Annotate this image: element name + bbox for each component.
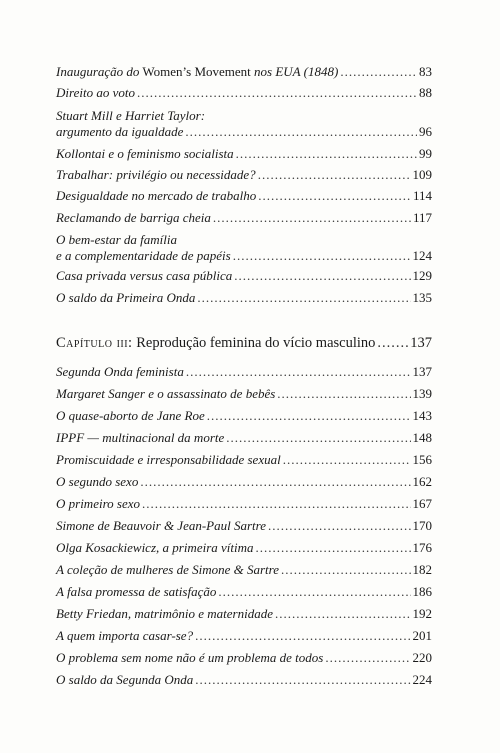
toc-entry[interactable] xyxy=(56,232,432,264)
toc-page-number: 114 xyxy=(412,188,432,203)
toc-page-number: 156 xyxy=(412,452,432,467)
toc-entry-title: O primeiro sexo xyxy=(56,496,141,511)
leader-dots xyxy=(213,210,411,226)
toc-entry[interactable] xyxy=(56,474,432,490)
leader-dots xyxy=(233,248,411,264)
toc-entry[interactable] xyxy=(56,268,432,284)
toc-page-number: 182 xyxy=(412,562,432,577)
leader-dots xyxy=(281,562,411,578)
toc-page-number: 220 xyxy=(412,650,432,665)
toc-entry-title-line1: O bem-estar da família xyxy=(56,232,177,247)
toc-entry[interactable] xyxy=(56,64,432,80)
toc-entry[interactable] xyxy=(56,386,432,402)
toc-page-number: 88 xyxy=(419,85,432,100)
toc-entry-title: O saldo da Segunda Onda xyxy=(56,672,194,687)
toc-entry-title: O segundo sexo xyxy=(56,474,139,489)
toc-page-number: 96 xyxy=(419,124,432,139)
toc-page-number: 139 xyxy=(412,386,432,401)
toc-entry-title: Olga Kosackiewicz, a primeira vítima xyxy=(56,540,254,555)
toc-entry[interactable] xyxy=(56,606,432,622)
toc-page-number: 83 xyxy=(419,64,432,79)
toc-page-number: 124 xyxy=(412,248,432,263)
toc-page-number: 99 xyxy=(419,146,432,161)
toc-entry[interactable] xyxy=(56,188,432,204)
leader-dots xyxy=(185,124,417,140)
toc-page-number: 176 xyxy=(412,540,432,555)
leader-dots xyxy=(325,650,410,666)
leader-dots xyxy=(283,452,411,468)
toc-entry[interactable] xyxy=(56,108,432,140)
leader-dots xyxy=(377,335,408,351)
toc-page-number: 117 xyxy=(412,210,432,225)
toc-page-number: 224 xyxy=(412,672,432,687)
leader-dots xyxy=(197,290,410,306)
chapter-title: Capítulo iii: Reprodução feminina do vício masculino xyxy=(56,335,376,351)
leader-dots xyxy=(186,364,411,380)
toc-entry[interactable] xyxy=(56,496,432,512)
leader-dots xyxy=(236,146,417,162)
leader-dots xyxy=(268,518,411,534)
toc-entry[interactable] xyxy=(56,452,432,468)
toc-entry-title: O problema sem nome não é um problema de todos xyxy=(56,650,324,665)
leader-dots xyxy=(142,496,410,512)
toc-page-number: 201 xyxy=(412,628,432,643)
toc-entry[interactable] xyxy=(56,364,432,380)
toc-entry[interactable] xyxy=(56,408,432,424)
chapter-heading[interactable] xyxy=(56,335,432,351)
toc-page-number: 109 xyxy=(412,167,432,182)
leader-dots xyxy=(207,408,411,424)
toc-entry-title: A quem importa casar-se? xyxy=(56,628,194,643)
toc-entry[interactable] xyxy=(56,672,432,688)
toc-entry-title: Simone de Beauvoir & Jean-Paul Sartre xyxy=(56,518,266,533)
toc-page-number: 148 xyxy=(412,430,432,445)
toc-entry[interactable] xyxy=(56,650,432,666)
toc-page-number: 186 xyxy=(412,584,432,599)
leader-dots xyxy=(277,386,410,402)
toc-entry-title: Inauguração do Women’s Movement nos EUA (1848) xyxy=(56,64,339,79)
toc-entry[interactable] xyxy=(56,146,432,162)
leader-dots xyxy=(234,268,410,284)
toc-entry[interactable] xyxy=(56,628,432,644)
leader-dots xyxy=(218,584,410,600)
toc-page-number: 167 xyxy=(412,496,432,511)
toc-entry-title: Desigualdade no mercado de trabalho xyxy=(56,188,257,203)
leader-dots xyxy=(140,474,410,490)
toc-entry[interactable] xyxy=(56,584,432,600)
toc-entry[interactable] xyxy=(56,290,432,306)
toc-entry-title: Betty Friedan, matrimônio e maternidade xyxy=(56,606,273,621)
toc-entry[interactable] xyxy=(56,210,432,226)
leader-dots xyxy=(340,64,417,80)
toc-entry[interactable] xyxy=(56,430,432,446)
toc-entry-title: Kollontai e o feminismo socialista xyxy=(56,146,234,161)
toc-entry-title: Promiscuidade e irresponsabilidade sexual xyxy=(56,452,281,467)
leader-dots xyxy=(258,167,411,183)
chapter-label: Capítulo iii: xyxy=(56,335,133,351)
toc-page-number: 143 xyxy=(412,408,432,423)
toc-entry-title: e a complementaridade de papéis xyxy=(56,248,231,263)
toc-entry-title: O saldo da Primeira Onda xyxy=(56,290,196,305)
toc-entry-title: Reclamando de barriga cheia xyxy=(56,210,211,225)
leader-dots xyxy=(275,606,411,622)
toc-entry-title: argumento da igualdade xyxy=(56,124,184,139)
toc-page-number: 129 xyxy=(412,268,432,283)
leader-dots xyxy=(195,628,410,644)
toc-entry[interactable] xyxy=(56,540,432,556)
toc-entry[interactable] xyxy=(56,518,432,534)
toc-entry-title: O quase-aborto de Jane Roe xyxy=(56,408,205,423)
toc-entry-title: A falsa promessa de satisfação xyxy=(56,584,217,599)
toc-entry-title: Trabalhar: privilégio ou necessidade? xyxy=(56,167,256,182)
toc-entry-title: Segunda Onda feminista xyxy=(56,364,184,379)
toc-entry-title-line1: Stuart Mill e Harriet Taylor: xyxy=(56,108,206,123)
toc-entry-title: Casa privada versus casa pública xyxy=(56,268,233,283)
toc-entry[interactable] xyxy=(56,167,432,183)
leader-dots xyxy=(258,188,411,204)
toc-page-number: 137 xyxy=(410,335,432,351)
leader-dots xyxy=(137,85,417,101)
toc-entry-title: A coleção de mulheres de Simone & Sartre xyxy=(56,562,279,577)
toc-entry-title: IPPF — multinacional da morte xyxy=(56,430,225,445)
toc-entry[interactable] xyxy=(56,85,432,101)
toc-page-number: 170 xyxy=(412,518,432,533)
toc-page-number: 135 xyxy=(412,290,432,305)
toc-entry[interactable] xyxy=(56,562,432,578)
leader-dots xyxy=(195,672,410,688)
toc-entry-title: Direito ao voto xyxy=(56,85,135,100)
toc-page-number: 137 xyxy=(412,364,432,379)
leader-dots xyxy=(226,430,410,446)
toc-page-number: 192 xyxy=(412,606,432,621)
toc-entry-title: Margaret Sanger e o assassinato de bebês xyxy=(56,386,276,401)
leader-dots xyxy=(256,540,411,556)
toc-page-number: 162 xyxy=(412,474,432,489)
